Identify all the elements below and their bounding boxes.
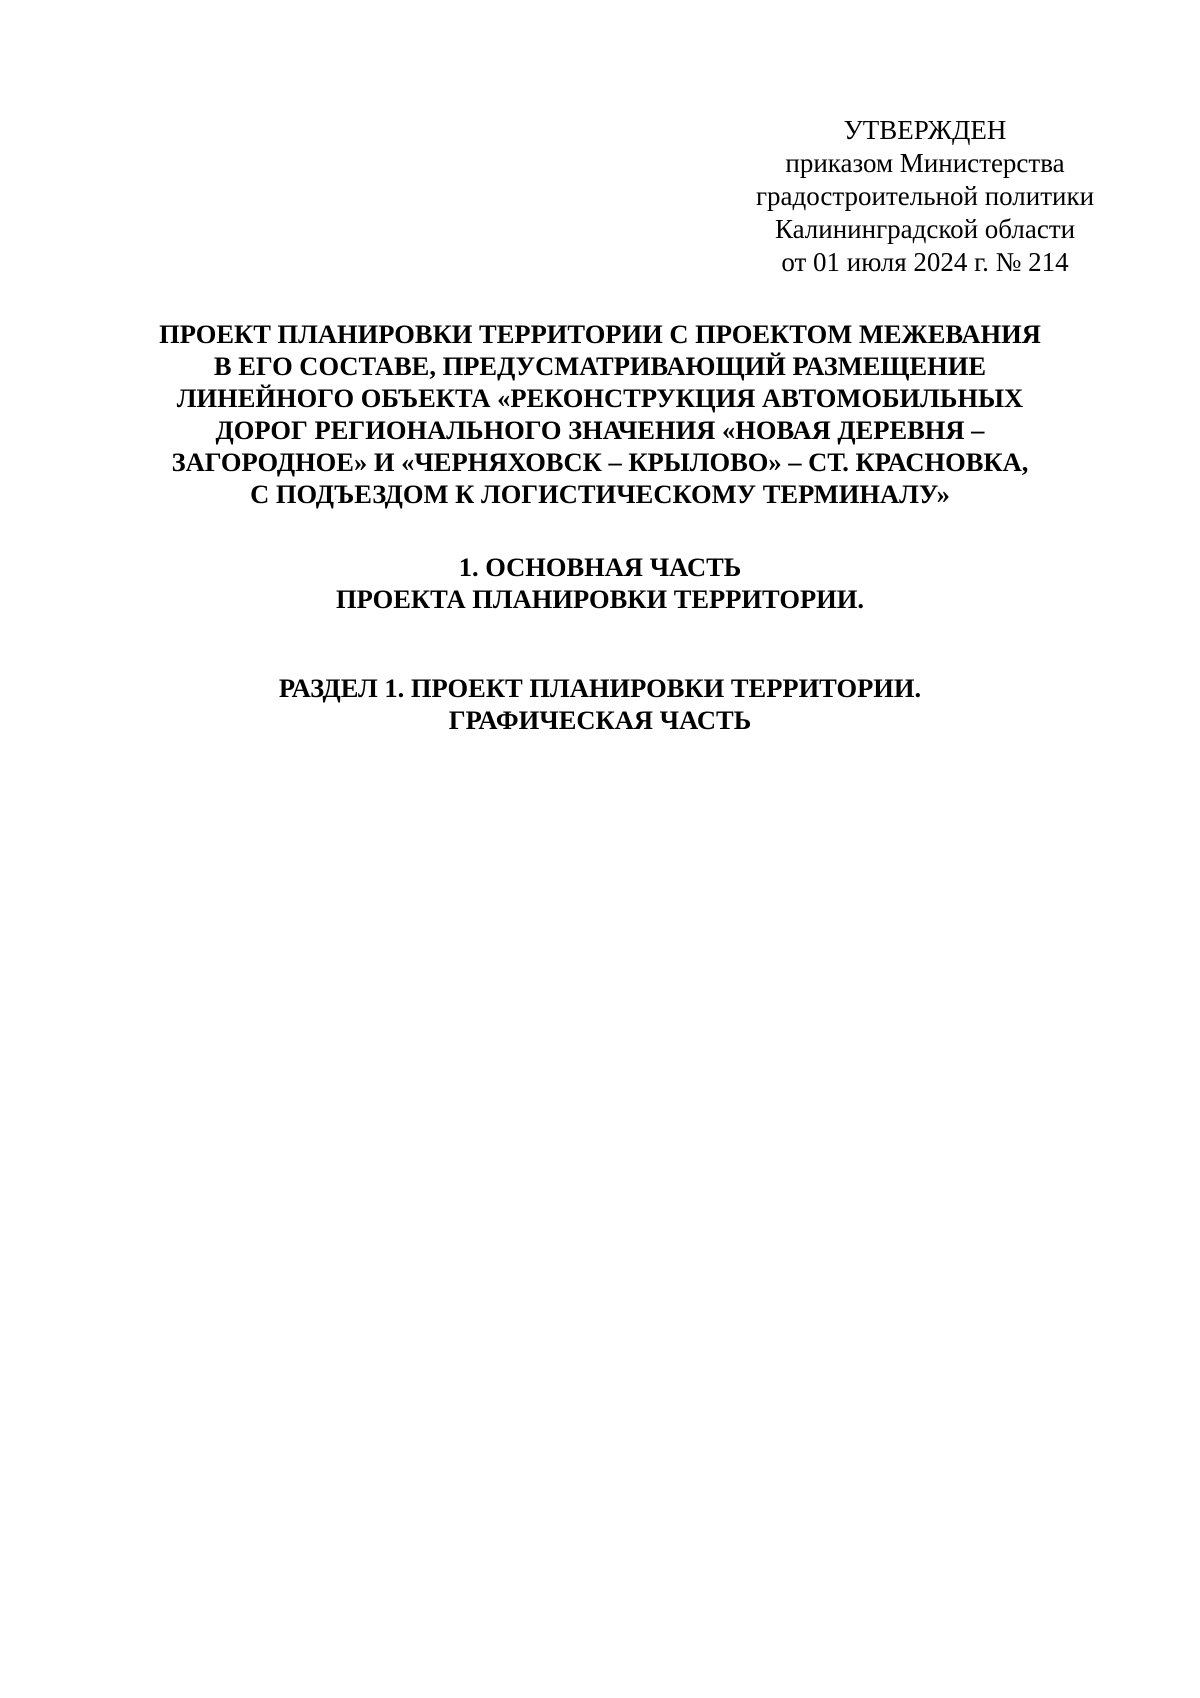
approval-line: УТВЕРЖДЕН — [843, 115, 1007, 145]
approval-line: градостроительной политики — [755, 181, 1095, 211]
part-line: 1. ОСНОВНАЯ ЧАСТЬ — [458, 552, 742, 582]
document-title — [100, 318, 1100, 510]
section-line: РАЗДЕЛ 1. ПРОЕКТ ПЛАНИРОВКИ ТЕРРИТОРИИ. — [278, 673, 922, 703]
approval-line: Калининградской области — [774, 214, 1076, 244]
title-line: В ЕГО СОСТАВЕ, ПРЕДУСМАТРИВАЮЩИЙ РАЗМЕЩЕНИЕ — [213, 351, 987, 381]
approval-line: приказом Министерства — [785, 148, 1065, 178]
part-line: ПРОЕКТА ПЛАНИРОВКИ ТЕРРИТОРИИ. — [335, 584, 865, 614]
approval-line: от 01 июля 2024 г. № 214 — [781, 247, 1069, 277]
title-line: ПРОЕКТ ПЛАНИРОВКИ ТЕРРИТОРИИ С ПРОЕКТОМ МЕЖЕВАНИЯ — [159, 319, 1041, 349]
part-heading — [100, 551, 1100, 615]
title-line: ЛИНЕЙНОГО ОБЪЕКТА «РЕКОНСТРУКЦИЯ АВТОМОБИЛЬНЫХ — [176, 383, 1024, 413]
section-heading — [100, 672, 1100, 736]
section-line: ГРАФИЧЕСКАЯ ЧАСТЬ — [448, 705, 752, 735]
title-line: С ПОДЪЕЗДОМ К ЛОГИСТИЧЕСКОМУ ТЕРМИНАЛУ» — [250, 479, 950, 509]
title-line: ДОРОГ РЕГИОНАЛЬНОГО ЗНАЧЕНИЯ «НОВАЯ ДЕРЕВНЯ – — [215, 415, 985, 445]
approval-stamp — [725, 114, 1125, 279]
title-line: ЗАГОРОДНОЕ» И «ЧЕРНЯХОВСК – КРЫЛОВО» – СТ. КРАСНОВКА, — [171, 447, 1029, 477]
